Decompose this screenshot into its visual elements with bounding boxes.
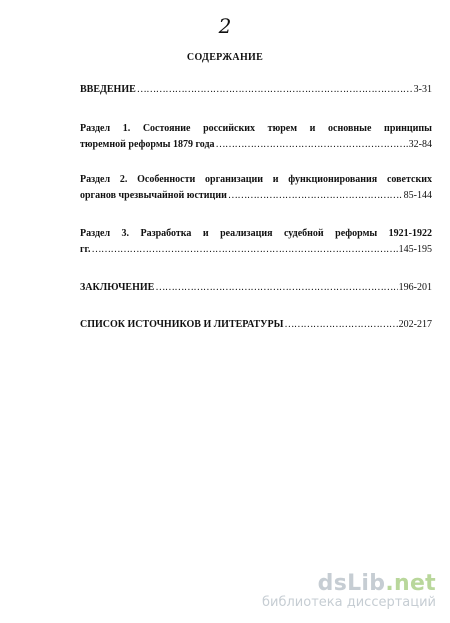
- toc-entry-section-3: [80, 226, 432, 258]
- toc-entry-section-2: [80, 172, 432, 204]
- toc-pages: 32-84: [408, 139, 432, 150]
- toc-label-line1: Раздел 3. Разработка и реализация судебной реформы 1921-1922: [80, 228, 432, 239]
- page-title: СОДЕРЖАНИЕ: [186, 52, 264, 63]
- dslib-watermark: [262, 573, 436, 611]
- toc-leader: [284, 317, 397, 333]
- toc-leader: [137, 82, 413, 98]
- toc-pages: 202-217: [398, 319, 432, 330]
- toc-label-line1: Раздел 2. Особенности организации и функционирования советских: [80, 174, 432, 185]
- watermark-logo-tld: .net: [385, 571, 436, 596]
- toc-pages: 145-195: [398, 244, 432, 255]
- toc-pages: 3-31: [413, 84, 432, 95]
- toc-label-line2: органов чрезвычайной юстиции: [80, 190, 227, 201]
- toc-entry-section-1: [80, 121, 432, 153]
- toc-pages: 85-144: [403, 190, 432, 201]
- toc-label: СПИСОК ИСТОЧНИКОВ И ЛИТЕРАТУРЫ: [80, 319, 284, 330]
- toc-pages: 196-201: [398, 282, 432, 293]
- toc-label: ВВЕДЕНИЕ: [80, 84, 136, 95]
- toc-label-line2: гг.: [80, 244, 91, 255]
- toc-leader: [91, 242, 397, 258]
- page-number: 2: [218, 14, 232, 38]
- watermark-logo-main: dsLib: [317, 571, 386, 596]
- watermark-logo: [262, 573, 436, 595]
- toc-leader: [155, 280, 397, 296]
- toc-entry-references: [80, 317, 432, 333]
- toc-label: ЗАКЛЮЧЕНИЕ: [80, 282, 155, 293]
- watermark-subtitle: библиотека диссертаций: [262, 595, 436, 610]
- toc-entry-conclusion: [80, 280, 432, 296]
- toc-label-line2: тюремной реформы 1879 года: [80, 139, 215, 150]
- toc-leader: [228, 188, 403, 204]
- toc-label-line1: Раздел 1. Состояние российских тюрем и основные принципы: [80, 123, 432, 134]
- toc-entry-introduction: [80, 82, 432, 98]
- toc-leader: [216, 137, 408, 153]
